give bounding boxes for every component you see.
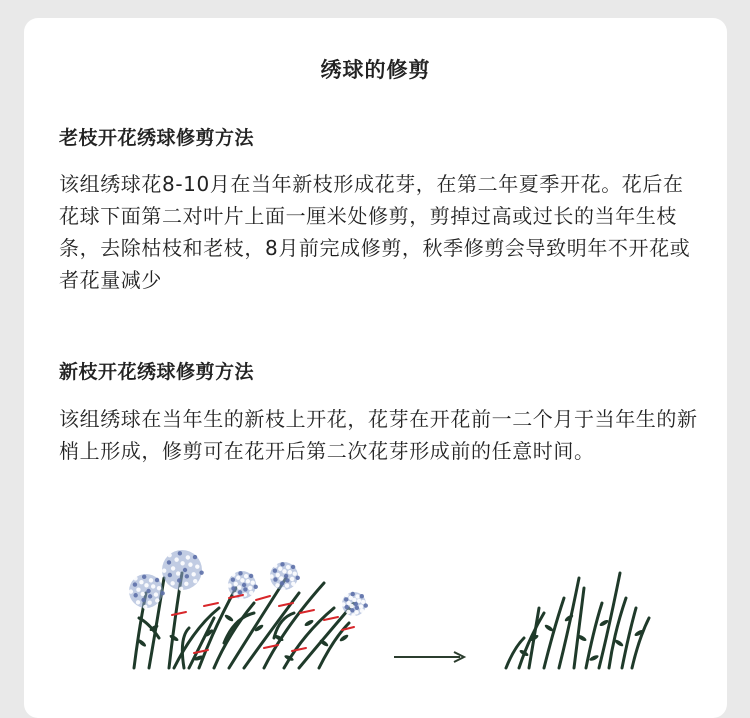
section-body-old-wood: 该组绣球花8-10月在当年新枝形成花芽，在第二年夏季开花。花后在花球下面第二对叶片上面一厘米处修剪，剪掉过高或过长的当年生枝条，去除枯枝和老枝，8月前完成修剪，秋季修剪会导致明年不开花或者花量减少 — [59, 172, 691, 292]
arrow-right-icon — [394, 652, 464, 662]
leaves-before — [137, 613, 349, 661]
plant-before-pruning — [129, 550, 368, 668]
section-heading-old-wood: 老枝开花绣球修剪方法 — [59, 127, 255, 149]
section-body-new-wood: 该组绣球在当年生的新枝上开花，花芽在开花前一二个月于当年生的新梢上形成，修剪可在花开后第二次花芽形成前的任意时间。 — [59, 407, 698, 463]
content-card — [24, 18, 727, 718]
section-heading-new-wood: 新枝开花绣球修剪方法 — [59, 361, 255, 383]
page-title: 绣球的修剪 — [320, 58, 431, 82]
pruning-illustration — [24, 518, 727, 718]
plant-after-pruning — [506, 573, 649, 668]
